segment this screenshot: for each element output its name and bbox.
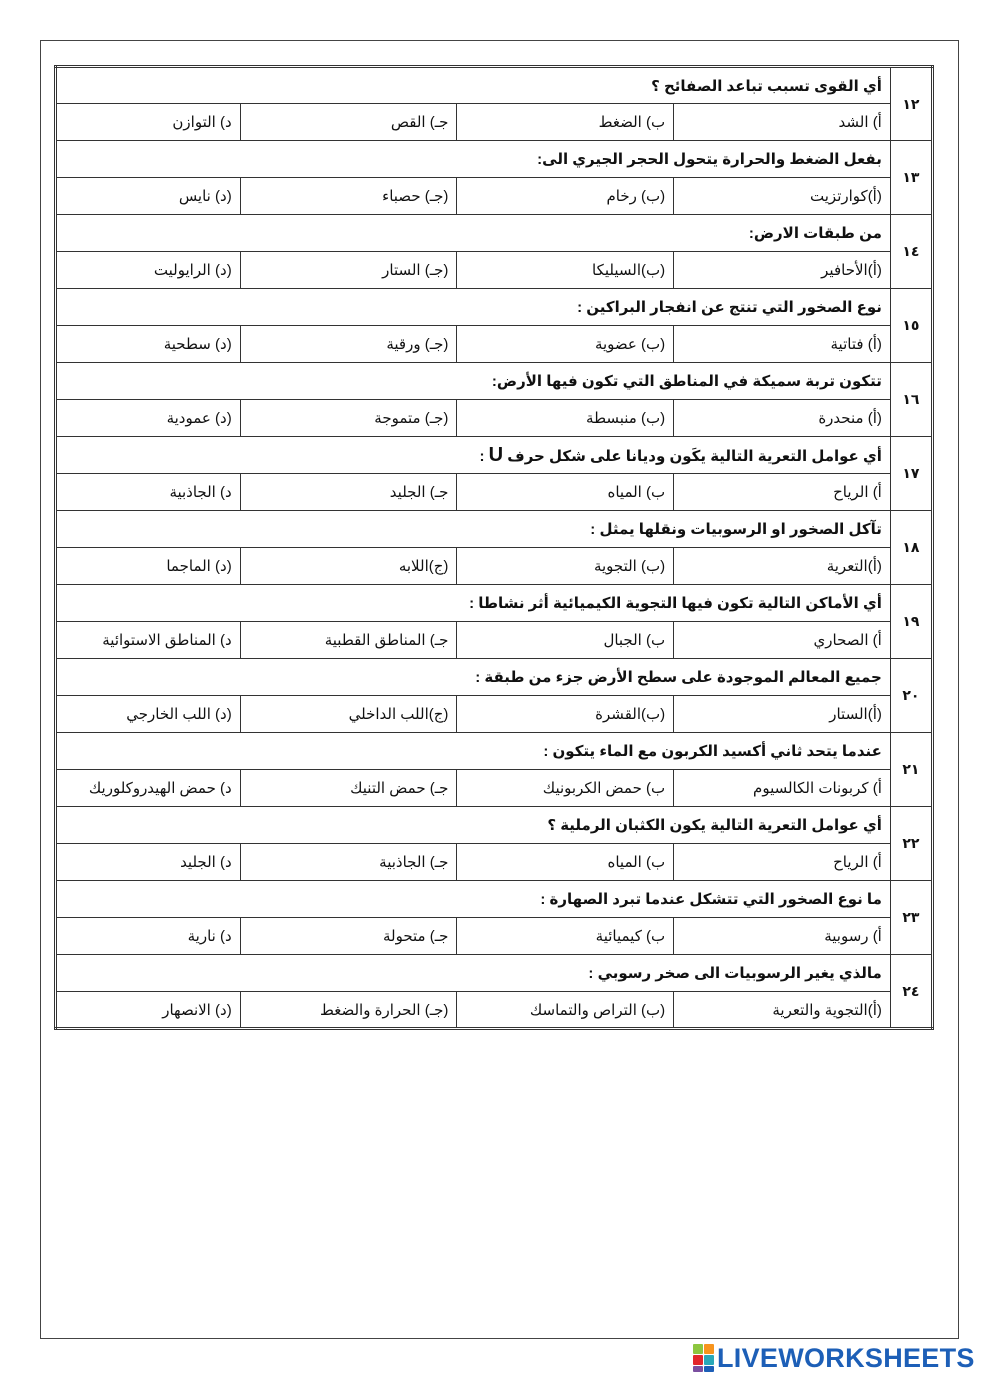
options-row xyxy=(56,326,933,363)
question-number: ٢٤ xyxy=(890,955,932,1029)
question-row xyxy=(56,955,933,992)
answer-option[interactable]: (د) سطحية xyxy=(56,326,241,363)
question-text-main: أي عوامل التعرية التالية يكون الكثبان الرملية ؟ xyxy=(547,817,882,834)
question-number: ٢٠ xyxy=(890,659,932,733)
question-number: ١٧ xyxy=(890,437,932,511)
answer-option[interactable]: (ب)القشرة xyxy=(457,696,674,733)
question-text-main: تآكل الصخور او الرسوبيات ونقلها يمثل : xyxy=(590,521,882,538)
answer-option[interactable]: (ب) التراص والتماسك xyxy=(457,992,674,1029)
question-text xyxy=(56,289,891,326)
question-row xyxy=(56,807,933,844)
answer-option[interactable]: د) حمض الهيدروكلوريك xyxy=(56,770,241,807)
question-text xyxy=(56,511,891,548)
question-text xyxy=(56,437,891,474)
options-row xyxy=(56,992,933,1029)
answer-option[interactable]: (جـ) ورقية xyxy=(240,326,457,363)
answer-option[interactable]: (ج)اللابه xyxy=(240,548,457,585)
answer-option[interactable]: (د) نايس xyxy=(56,178,241,215)
answer-option[interactable]: أ) الصحاري xyxy=(674,622,891,659)
options-row xyxy=(56,696,933,733)
question-number: ١٤ xyxy=(890,215,932,289)
answer-option[interactable]: أ) رسوبية xyxy=(674,918,891,955)
options-row xyxy=(56,918,933,955)
question-text-main: تتكون تربة سميكة في المناطق التي تكون فيها الأرض: xyxy=(491,373,882,390)
answer-option[interactable]: جـ) القص xyxy=(240,104,457,141)
options-row xyxy=(56,400,933,437)
options-row xyxy=(56,104,933,141)
question-row xyxy=(56,585,933,622)
answer-option[interactable]: د) الجاذبية xyxy=(56,474,241,511)
answer-option[interactable]: (جـ) متموجة xyxy=(240,400,457,437)
question-number: ٢٣ xyxy=(890,881,932,955)
answer-option[interactable]: (د) اللب الخارجي xyxy=(56,696,241,733)
question-text xyxy=(56,363,891,400)
answer-option[interactable]: د) نارية xyxy=(56,918,241,955)
question-text xyxy=(56,67,891,104)
question-row xyxy=(56,289,933,326)
question-text-main: بفعل الضغط والحرارة يتحول الحجر الجيري الى: xyxy=(537,151,882,168)
answer-option[interactable]: د) التوازن xyxy=(56,104,241,141)
question-row xyxy=(56,881,933,918)
question-row xyxy=(56,511,933,548)
answer-option[interactable]: (د) الماجما xyxy=(56,548,241,585)
options-row xyxy=(56,474,933,511)
question-text-main: أي عوامل التعرية التالية يكَون وديانا على شكل حرف xyxy=(507,447,882,465)
question-text-main: أي القوى تسبب تباعد الصفائح ؟ xyxy=(651,77,882,95)
answer-option[interactable]: (أ)الستار xyxy=(674,696,891,733)
answer-option[interactable]: أ) كربونات الكالسيوم xyxy=(674,770,891,807)
liveworksheets-logo-icon xyxy=(693,1344,714,1372)
answer-option[interactable]: (د) الانصهار xyxy=(56,992,241,1029)
question-text-main: من طبقات الارض: xyxy=(748,225,882,242)
options-row xyxy=(56,622,933,659)
question-text-main: أي الأماكن التالية تكون فيها التجوية الكيميائية أثر نشاطا : xyxy=(469,595,882,612)
question-text-main: مالذي يغير الرسوبيات الى صخر رسوبي : xyxy=(588,965,882,982)
answer-option[interactable]: جـ) متحولة xyxy=(240,918,457,955)
options-row xyxy=(56,548,933,585)
question-row xyxy=(56,141,933,178)
answer-option[interactable]: (ب)السيليكا xyxy=(457,252,674,289)
question-number: ١٩ xyxy=(890,585,932,659)
answer-option[interactable]: (أ)التجوية والتعرية xyxy=(674,992,891,1029)
answer-option[interactable]: (ب) التجوية xyxy=(457,548,674,585)
question-number: ٢٢ xyxy=(890,807,932,881)
answer-option[interactable]: جـ) المناطق القطبية xyxy=(240,622,457,659)
answer-option[interactable]: أ) الشد xyxy=(674,104,891,141)
options-row xyxy=(56,252,933,289)
question-text-end: : xyxy=(479,447,485,465)
answer-option[interactable]: ب) المياه xyxy=(457,844,674,881)
answer-option[interactable]: ب) كيميائية xyxy=(457,918,674,955)
options-row xyxy=(56,844,933,881)
answer-option[interactable]: (ب) رخام xyxy=(457,178,674,215)
quiz-table xyxy=(54,65,934,1030)
question-text xyxy=(56,807,891,844)
question-text-main: نوع الصخور التي تنتج عن انفجار البراكين : xyxy=(577,299,882,316)
question-row xyxy=(56,363,933,400)
question-number: ١٨ xyxy=(890,511,932,585)
question-text xyxy=(56,733,891,770)
question-row xyxy=(56,733,933,770)
question-text xyxy=(56,881,891,918)
options-row xyxy=(56,770,933,807)
answer-option[interactable]: جـ) الجليد xyxy=(240,474,457,511)
answer-option[interactable]: (جـ) الستار xyxy=(240,252,457,289)
question-text xyxy=(56,659,891,696)
liveworksheets-logo xyxy=(693,1343,975,1373)
answer-option[interactable]: (ب) عضوية xyxy=(457,326,674,363)
question-number: ١٥ xyxy=(890,289,932,363)
question-text xyxy=(56,141,891,178)
question-row xyxy=(56,67,933,104)
question-text-main: ما نوع الصخور التي تتشكل عندما تبرد الصهارة : xyxy=(540,891,882,908)
question-text xyxy=(56,955,891,992)
question-text-main: جميع المعالم الموجودة على سطح الأرض جزء من طبقة : xyxy=(475,669,882,686)
answer-option[interactable]: (أ) منحدرة xyxy=(674,400,891,437)
question-row xyxy=(56,437,933,474)
answer-option[interactable]: ب) المياه xyxy=(457,474,674,511)
question-number: ١٣ xyxy=(890,141,932,215)
answer-option[interactable]: د) الجليد xyxy=(56,844,241,881)
answer-option[interactable]: (د) الرايوليت xyxy=(56,252,241,289)
answer-option[interactable]: (جـ) حصباء xyxy=(240,178,457,215)
answer-option[interactable]: ب) الضغط xyxy=(457,104,674,141)
answer-option[interactable]: (أ)كوارتزيت xyxy=(674,178,891,215)
answer-option[interactable]: جـ) الجاذبية xyxy=(240,844,457,881)
answer-option[interactable]: ب) حمض الكربونيك xyxy=(457,770,674,807)
question-number: ١٦ xyxy=(890,363,932,437)
quiz-body xyxy=(56,67,933,1029)
question-text-main: عندما يتحد ثاني أكسيد الكربون مع الماء يتكون : xyxy=(543,743,882,760)
answer-option[interactable]: (د) عمودية xyxy=(56,400,241,437)
answer-option[interactable]: (أ)التعرية xyxy=(674,548,891,585)
question-row xyxy=(56,659,933,696)
answer-option[interactable]: ب) الجبال xyxy=(457,622,674,659)
question-text xyxy=(56,585,891,622)
answer-option[interactable]: أ) الرياح xyxy=(674,474,891,511)
options-row xyxy=(56,178,933,215)
answer-option[interactable]: (جـ) الحرارة والضغط xyxy=(240,992,457,1029)
answer-option[interactable]: د) المناطق الاستوائية xyxy=(56,622,241,659)
answer-option[interactable]: (ج)اللب الداخلي xyxy=(240,696,457,733)
question-text xyxy=(56,215,891,252)
brand-name: LIVEWORKSHEETS xyxy=(717,1342,975,1373)
question-text-letter: U xyxy=(488,443,504,466)
question-number: ٢١ xyxy=(890,733,932,807)
answer-option[interactable]: (أ)الأحافير xyxy=(674,252,891,289)
question-number: ١٢ xyxy=(890,67,932,141)
question-row xyxy=(56,215,933,252)
answer-option[interactable]: (ب) منبسطة xyxy=(457,400,674,437)
answer-option[interactable]: أ) الرياح xyxy=(674,844,891,881)
answer-option[interactable]: (أ) فتاتية xyxy=(674,326,891,363)
answer-option[interactable]: جـ) حمض التنيك xyxy=(240,770,457,807)
